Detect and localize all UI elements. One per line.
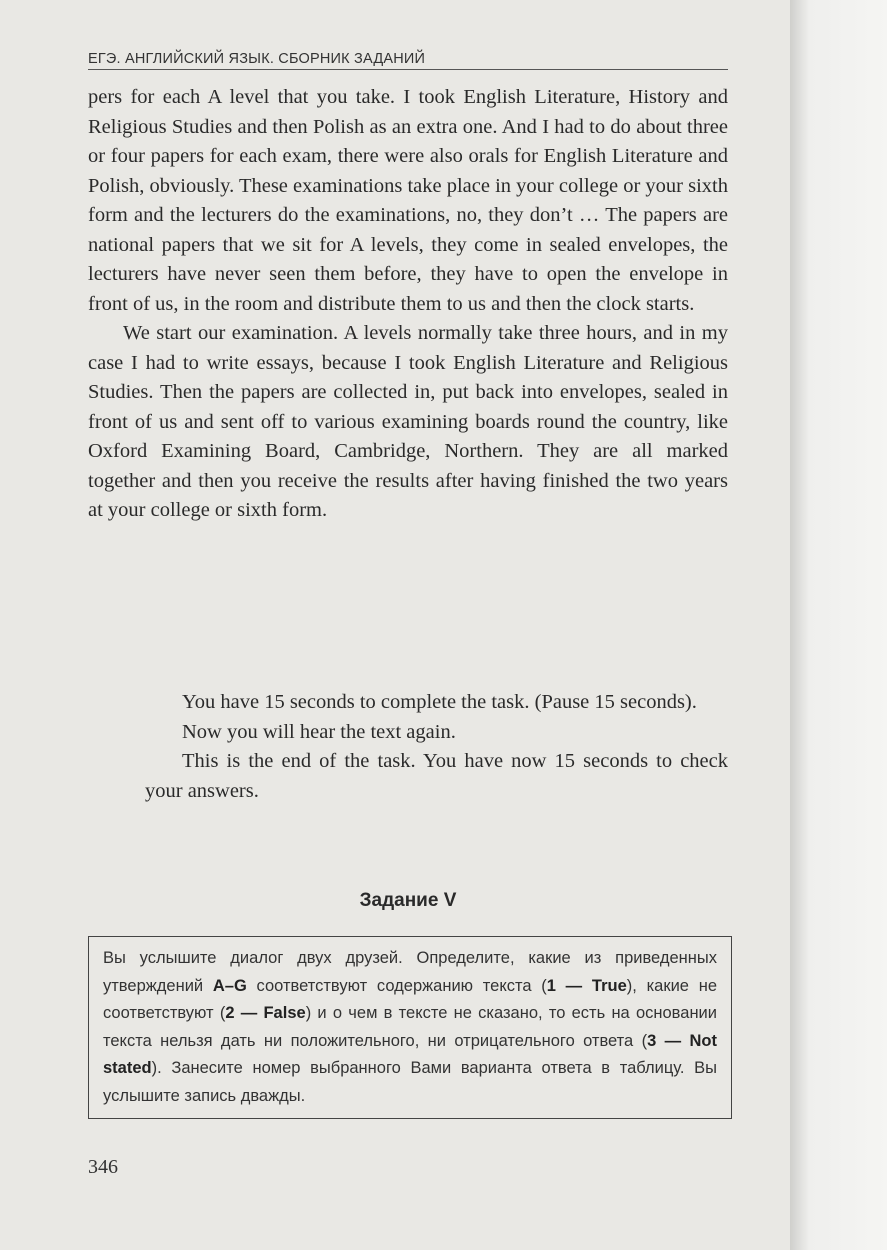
task-text-5: ). Занесите номер выбранного Вами варианта ответа в таблицу. Вы услышите запись дважды.: [103, 1059, 717, 1105]
instruction-line-3: This is the end of the task. You have now 15 seconds to check your answers.: [145, 750, 728, 802]
audio-instructions: [145, 688, 728, 806]
transcript-text: [88, 83, 728, 526]
task-option-true: 1 — True: [546, 976, 627, 995]
task-text-3: ), какие не соответствуют (: [103, 976, 717, 1022]
task-instruction-box: [88, 936, 732, 1119]
page-edge: [790, 0, 887, 1250]
task-title: Задание V: [359, 890, 457, 911]
task-option-false: 2 — False: [225, 1004, 306, 1022]
task-option-not-stated: 3 — Not stated: [103, 1031, 717, 1077]
instruction-line-1: You have 15 seconds to complete the task. (Pause 15 seconds).: [182, 691, 697, 713]
task-text-2: соответствуют содержанию текста (: [246, 976, 547, 995]
instruction-line-2: Now you will hear the text again.: [182, 720, 456, 743]
running-header: ЕГЭ. АНГЛИЙСКИЙ ЯЗЫК. СБОРНИК ЗАДАНИЙ: [88, 50, 728, 70]
transcript-paragraph-2: We start our examination. A levels normally take three hours, and in my case I had to write essays, because I took English Literature and Religious Studies. Then the papers are collected in, put back into envelopes, sealed in front of us and sent off to various examining boards round the country, like Oxford Examining Board, Cambridge, Northern. They are all marked together and then you receive the results after having finished the two years at your college or sixth form.: [88, 322, 728, 521]
transcript-paragraph-1: pers for each A level that you take. I took English Literature, History and Religious Studies and then Polish as an extra one. And I had to do about three or four papers for each exam, there were also orals for English Literature and Polish, obviously. These examinations take place in your college or your sixth form and the lecturers do the examinations, no, they don’t … The papers are national papers that we sit for A levels, they come in sealed envelopes, the lecturers have never seen them before, they have to open the envelope in front of us, in the room and distribute them to us and then the clock starts.: [88, 86, 728, 315]
page-number: 346: [88, 1156, 118, 1178]
task-text-1: Вы услышите диалог двух друзей. Определите, какие из приведенных утверждений: [103, 949, 717, 995]
task-range: A–G: [212, 976, 247, 995]
task-text-4: ) и о чем в тексте не сказано, то есть на основании текста нельзя дать ни положительного, ни отрицательного ответа (: [103, 1004, 717, 1050]
